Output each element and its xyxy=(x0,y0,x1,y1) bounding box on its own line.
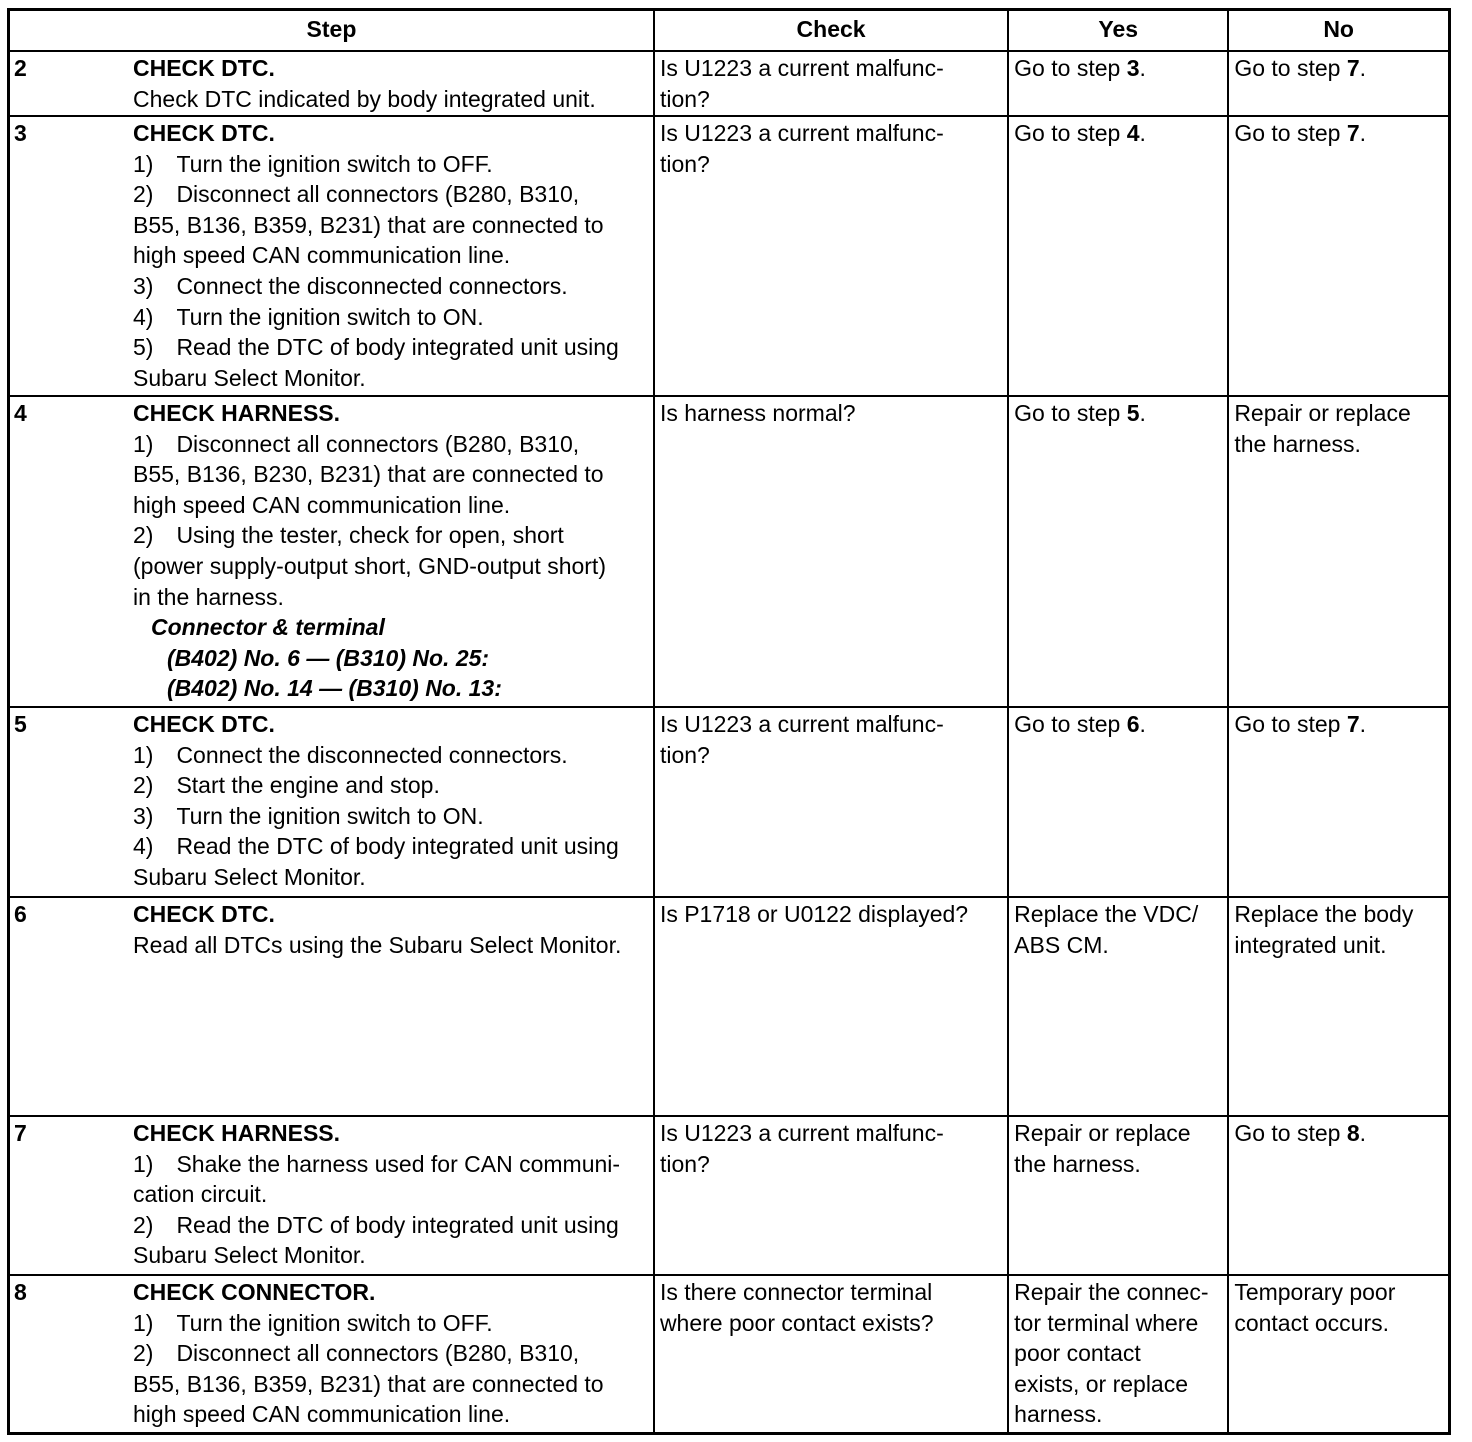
step-instruction: high speed CAN communication line. xyxy=(133,491,511,518)
header-check: Check xyxy=(654,10,1008,52)
yes-goto-text: Go to step 6. xyxy=(1014,711,1146,737)
check-line: where poor contact exists? xyxy=(659,1309,934,1336)
yes-line: the harness. xyxy=(1014,1150,1141,1177)
yes-goto-step-ref: 4 xyxy=(1126,120,1140,146)
yes-goto-text: Go to step 5. xyxy=(1014,400,1146,426)
no-cell xyxy=(1228,396,1449,707)
yes-goto-step-ref: 5 xyxy=(1126,400,1140,426)
step-instruction: 4) Turn the ignition switch to ON. xyxy=(133,303,484,330)
step-instruction: in the harness. xyxy=(133,583,284,610)
header-yes: Yes xyxy=(1008,10,1228,52)
connector-terminal: (B402) No. 14 — (B310) No. 13: xyxy=(167,675,502,702)
no-line: Repair or replace xyxy=(1234,400,1411,426)
no-goto-text: Go to step 8. xyxy=(1234,1120,1367,1146)
step-title: CHECK DTC. xyxy=(133,120,275,146)
check-line: Is there connector terminal xyxy=(659,1279,933,1305)
no-cell xyxy=(1228,1116,1449,1275)
step-instruction: high speed CAN communication line. xyxy=(133,242,511,269)
step-instruction: 2) Disconnect all connectors (B280, B310, xyxy=(133,181,580,208)
step-cell xyxy=(9,116,654,396)
connector-title: Connector & terminal xyxy=(151,614,385,641)
step-instruction: B55, B136, B359, B231) that are connected to xyxy=(133,1370,604,1397)
step-body xyxy=(133,899,648,960)
no-cell xyxy=(1228,897,1449,1116)
step-instruction: 4) Read the DTC of body integrated unit using xyxy=(133,833,619,860)
header-row xyxy=(9,10,1450,52)
step-title: CHECK HARNESS. xyxy=(133,400,341,426)
no-goto-text: Go to step 7. xyxy=(1234,120,1367,146)
check-line: tion? xyxy=(659,1150,710,1177)
step-instruction: 3) Connect the disconnected connectors. xyxy=(133,272,568,299)
table-row xyxy=(9,116,1450,396)
step-instruction: 5) Read the DTC of body integrated unit using xyxy=(133,334,619,361)
step-instruction: Subaru Select Monitor. xyxy=(133,863,366,890)
step-instruction: Subaru Select Monitor. xyxy=(133,1242,366,1269)
yes-goto-text: Go to step 3. xyxy=(1014,55,1146,81)
step-instruction: 2) Disconnect all connectors (B280, B310, xyxy=(133,1340,580,1367)
yes-cell xyxy=(1008,707,1228,897)
step-body xyxy=(133,118,648,393)
no-goto-text: Go to step 7. xyxy=(1234,55,1367,81)
no-cell xyxy=(1228,1275,1449,1433)
step-title: CHECK HARNESS. xyxy=(133,1120,341,1146)
no-line: contact occurs. xyxy=(1234,1309,1389,1336)
table-row xyxy=(9,1275,1450,1433)
step-title: CHECK DTC. xyxy=(133,55,275,81)
step-title: CHECK CONNECTOR. xyxy=(133,1279,376,1305)
step-instruction: 2) Start the engine and stop. xyxy=(133,772,440,799)
step-instruction: 1) Turn the ignition switch to OFF. xyxy=(133,150,493,177)
check-cell xyxy=(654,1116,1008,1275)
yes-cell xyxy=(1008,396,1228,707)
yes-cell xyxy=(1008,51,1228,116)
yes-goto-step-ref: 6 xyxy=(1126,711,1140,737)
table-row xyxy=(9,396,1450,707)
step-body xyxy=(133,709,648,893)
step-instruction: (power supply-output short, GND-output short) xyxy=(133,552,606,579)
step-instruction: 1) Turn the ignition switch to OFF. xyxy=(133,1309,493,1336)
yes-cell xyxy=(1008,1275,1228,1433)
step-cell xyxy=(9,1275,654,1433)
step-instruction: 1) Connect the disconnected connectors. xyxy=(133,741,568,768)
step-instruction: Check DTC indicated by body integrated unit. xyxy=(133,85,596,112)
check-line: Is U1223 a current malfunc- xyxy=(659,55,944,81)
no-goto-step-ref: 7 xyxy=(1346,120,1360,146)
no-goto-text: Go to step 7. xyxy=(1234,711,1367,737)
yes-cell xyxy=(1008,897,1228,1116)
table-row xyxy=(9,897,1450,1116)
check-line: Is harness normal? xyxy=(659,400,856,426)
step-instruction: B55, B136, B230, B231) that are connected to xyxy=(133,461,604,488)
step-instruction: high speed CAN communication line. xyxy=(133,1401,511,1428)
check-cell xyxy=(654,396,1008,707)
check-cell xyxy=(654,707,1008,897)
check-cell xyxy=(654,51,1008,116)
step-number: 4 xyxy=(14,400,27,426)
step-body xyxy=(133,398,648,704)
check-cell xyxy=(654,1275,1008,1433)
yes-cell xyxy=(1008,1116,1228,1275)
check-cell xyxy=(654,116,1008,396)
check-line: Is P1718 or U0122 displayed? xyxy=(659,901,969,927)
header-step: Step xyxy=(9,10,654,52)
step-number: 3 xyxy=(14,120,27,146)
step-title: CHECK DTC. xyxy=(133,711,275,737)
diagnostic-table xyxy=(7,8,1451,1435)
step-instruction: Subaru Select Monitor. xyxy=(133,364,366,391)
step-instruction: 2) Read the DTC of body integrated unit using xyxy=(133,1211,619,1238)
header-no: No xyxy=(1228,10,1449,52)
yes-line: ABS CM. xyxy=(1014,931,1109,958)
step-cell xyxy=(9,51,654,116)
step-number: 5 xyxy=(14,711,27,737)
connector-terminal: (B402) No. 6 — (B310) No. 25: xyxy=(167,644,490,671)
no-cell xyxy=(1228,116,1449,396)
step-body xyxy=(133,1277,648,1430)
step-body xyxy=(133,53,648,114)
yes-line: Repair the connec- xyxy=(1014,1279,1209,1305)
yes-line: harness. xyxy=(1014,1401,1103,1428)
step-cell xyxy=(9,396,654,707)
yes-line: tor terminal where xyxy=(1014,1309,1199,1336)
step-instruction: 3) Turn the ignition switch to ON. xyxy=(133,802,484,829)
yes-line: exists, or replace xyxy=(1014,1370,1189,1397)
step-number: 8 xyxy=(14,1279,27,1305)
step-title: CHECK DTC. xyxy=(133,901,275,927)
yes-goto-step-ref: 3 xyxy=(1126,55,1140,81)
no-line: the harness. xyxy=(1234,430,1361,457)
check-line: Is U1223 a current malfunc- xyxy=(659,1120,944,1146)
check-line: tion? xyxy=(659,150,710,177)
check-line: tion? xyxy=(659,741,710,768)
step-instruction: 1) Disconnect all connectors (B280, B310, xyxy=(133,430,580,457)
step-cell xyxy=(9,1116,654,1275)
step-instruction: B55, B136, B359, B231) that are connected to xyxy=(133,211,604,238)
no-goto-step-ref: 7 xyxy=(1346,55,1360,81)
step-instruction: 1) Shake the harness used for CAN communi- xyxy=(133,1150,621,1177)
step-number: 6 xyxy=(14,901,27,927)
no-cell xyxy=(1228,51,1449,116)
yes-line: poor contact xyxy=(1014,1340,1141,1367)
check-line: tion? xyxy=(659,85,710,112)
yes-cell xyxy=(1008,116,1228,396)
no-cell xyxy=(1228,707,1449,897)
table-row xyxy=(9,707,1450,897)
step-cell xyxy=(9,897,654,1116)
no-line: Replace the body xyxy=(1234,901,1414,927)
yes-line: Repair or replace xyxy=(1014,1120,1191,1146)
no-line: Temporary poor xyxy=(1234,1279,1396,1305)
check-line: Is U1223 a current malfunc- xyxy=(659,711,944,737)
check-cell xyxy=(654,897,1008,1116)
step-cell xyxy=(9,707,654,897)
no-goto-step-ref: 7 xyxy=(1346,711,1360,737)
table-row xyxy=(9,51,1450,116)
step-instruction: cation circuit. xyxy=(133,1181,268,1208)
check-line: Is U1223 a current malfunc- xyxy=(659,120,944,146)
step-body xyxy=(133,1118,648,1271)
no-goto-step-ref: 8 xyxy=(1346,1120,1360,1146)
table-row xyxy=(9,1116,1450,1275)
step-number: 7 xyxy=(14,1120,27,1146)
step-instruction: 2) Using the tester, check for open, short xyxy=(133,522,564,549)
yes-goto-text: Go to step 4. xyxy=(1014,120,1146,146)
yes-line: Replace the VDC/ xyxy=(1014,901,1199,927)
no-line: integrated unit. xyxy=(1234,931,1387,958)
step-number: 2 xyxy=(14,55,27,81)
step-instruction: Read all DTCs using the Subaru Select Monitor. xyxy=(133,931,622,958)
